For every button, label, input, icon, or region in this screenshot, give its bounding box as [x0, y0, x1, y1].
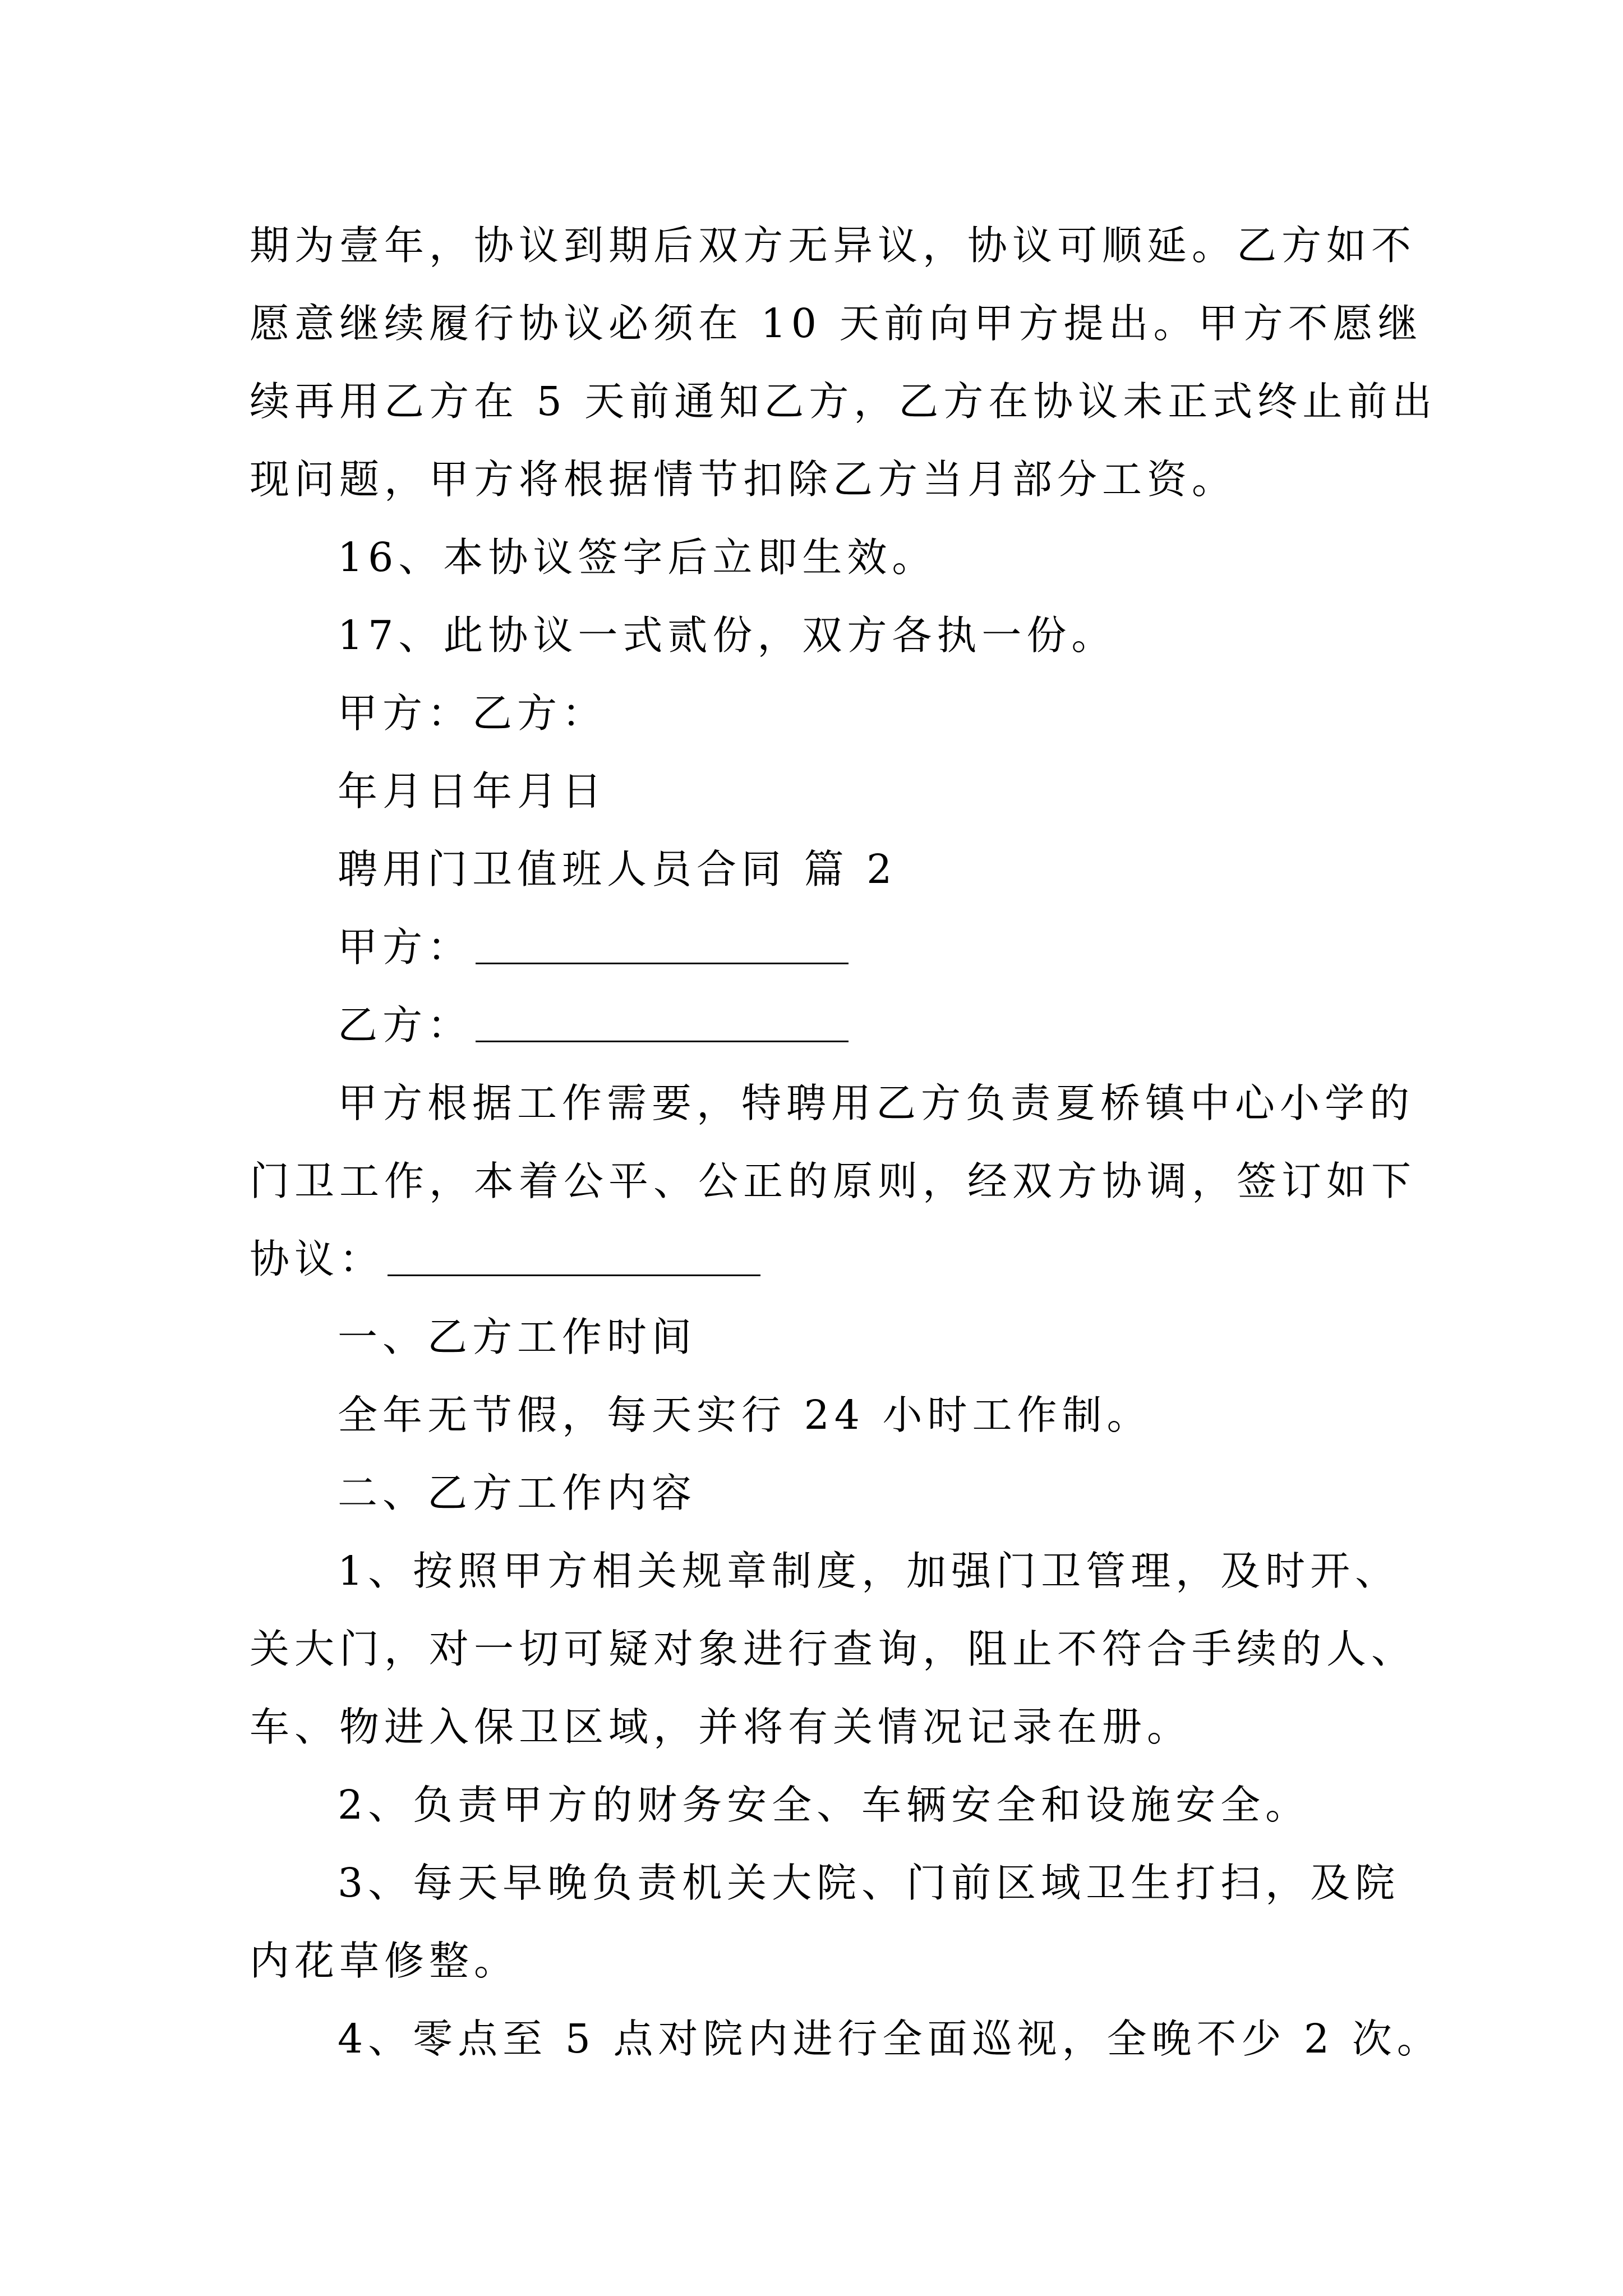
text-line: 门卫工作，本着公平、公正的原则，经双方协调，签订如下	[250, 1158, 1417, 1204]
text-line: 内花草修整。	[250, 1938, 519, 1984]
party-b-line	[338, 1000, 1515, 1051]
text-line: 期为壹年，协议到期后双方无异议，协议可顺延。乙方如不	[250, 222, 1417, 269]
signature-dates: 年月日年月日	[338, 768, 607, 815]
agreement-label: 协议：	[250, 1236, 385, 1282]
party-a-line	[338, 922, 1515, 973]
text-line: 1、按照甲方相关规章制度，加强门卫管理，及时开、	[338, 1548, 1400, 1594]
section-title: 聘用门卫值班人员合同 篇 2	[338, 846, 897, 892]
heading-work-time: 一、乙方工作时间	[338, 1314, 697, 1360]
text-line: 续再用乙方在 5 天前通知乙方，乙方在协议未正式终止前出	[250, 378, 1437, 425]
text-line: 愿意继续履行协议必须在 10 天前向甲方提出。甲方不愿继	[250, 300, 1423, 347]
agreement-line	[250, 1234, 1427, 1285]
text-line: 3、每天早晚负责机关大院、门前区域卫生打扫，及院	[338, 1860, 1400, 1906]
signature-parties: 甲方：乙方：	[338, 690, 607, 737]
clause-17: 17、此协议一式贰份，双方各执一份。	[338, 612, 1117, 659]
party-a-label: 甲方：	[338, 924, 473, 970]
text-line: 4、零点至 5 点对院内进行全面巡视，全晚不少 2 次。	[338, 2016, 1442, 2062]
text-line: 2、负责甲方的财务安全、车辆安全和设施安全。	[338, 1782, 1311, 1828]
text-line: 现问题，甲方将根据情节扣除乙方当月部分工资。	[250, 456, 1237, 503]
agreement-blank	[388, 1272, 760, 1276]
heading-work-content: 二、乙方工作内容	[338, 1470, 697, 1516]
party-b-blank	[476, 1038, 849, 1042]
party-b-label: 乙方：	[338, 1002, 473, 1048]
text-line: 全年无节假，每天实行 24 小时工作制。	[338, 1392, 1152, 1438]
clause-16: 16、本协议签字后立即生效。	[338, 534, 937, 581]
party-a-blank	[476, 960, 849, 964]
text-line: 甲方根据工作需要，特聘用乙方负责夏桥镇中心小学的	[338, 1080, 1415, 1126]
text-line: 关大门，对一切可疑对象进行查询，阻止不符合手续的人、	[250, 1626, 1417, 1672]
text-line: 车、物进入保卫区域，并将有关情况记录在册。	[250, 1704, 1192, 1750]
